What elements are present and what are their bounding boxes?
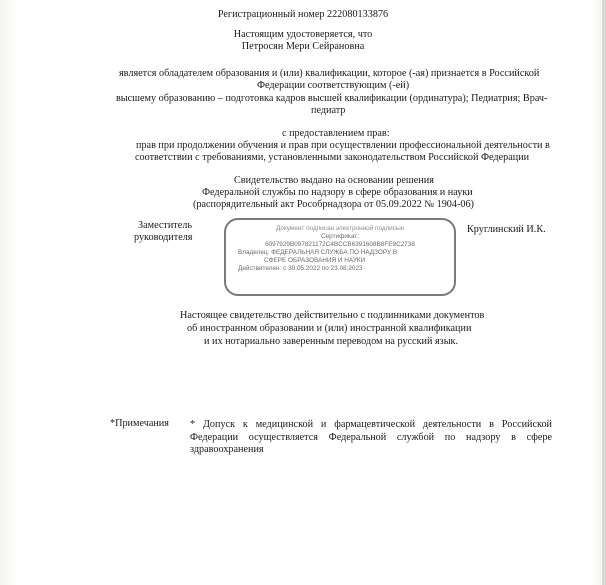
signer-title-line-1: Заместитель [138, 220, 192, 231]
validity-line-2: об иностранном образовании и (или) иностранной квалификации [187, 323, 472, 334]
validity-line-3: и их нотариально заверенным переводом на русский язык. [204, 336, 459, 347]
issued-line-2: Федеральной службы по надзору в сфере образования и науки [202, 187, 473, 198]
signer-title-line-2: руководителя [134, 232, 193, 243]
qualification-line-2: Федерации соответствующим (-ей) [257, 80, 410, 91]
person-name: Петросян Мери Сейрановна [241, 41, 365, 52]
certify-line: Настоящим удостоверяется, что [233, 29, 373, 40]
rights-heading: с предоставлением прав: [282, 128, 390, 139]
qualification-line-3: высшему образованию – подготовка кадров высшей квалификации (ординатура); Педиатрия; Врач- [116, 93, 548, 104]
issued-line-1: Свидетельство выдано на основании решения [234, 175, 434, 186]
notes-label: *Примечания [110, 418, 169, 429]
stamp-owner-line-2: СФЕРЕ ОБРАЗОВАНИЯ И НАУКИ [264, 257, 366, 264]
stamp-cert-number: 6097929B097821172C4BCCB6391608B8FE9C2738 [265, 241, 415, 248]
signer-name: Круглинский И.К. [467, 224, 546, 235]
electronic-signature-stamp [224, 218, 456, 296]
stamp-owner-line-1: Владелец: ФЕДЕРАЛЬНАЯ СЛУЖБА ПО НАДЗОРУ В [238, 249, 398, 256]
notes-text: * Допуск к медицинской и фармацевтической деятельности в Российской Федерации осуществляется Федеральной службой по надзору в сфере здравоохранения [190, 419, 552, 455]
qualification-line-1: является обладателем образования и (или) квалификации, которое (-ая) признается в Российской [119, 68, 540, 79]
stamp-title: Документ подписан электронной подписью [275, 225, 405, 232]
validity-line-1: Настоящее свидетельство действительно с подлинниками документов [180, 310, 485, 321]
registration-number: Регистрационный номер 222080133876 [217, 9, 389, 20]
stamp-validity: Действителен: с 30.05.2022 по 23.08.2023 [238, 265, 363, 272]
page-edge [602, 0, 606, 585]
rights-line-2: соответствии с требованиями, установленными законодательством Российской Федерации [135, 152, 530, 163]
stamp-cert-label: Сертификат: [321, 233, 359, 240]
rights-line-1: прав при продолжении обучения и прав при осуществлении профессиональной деятельности в [136, 140, 550, 151]
qualification-line-4: педиатр [311, 105, 346, 116]
issued-line-3: (распорядительный акт Рособрнадзора от 05.09.2022 № 1904-06) [193, 199, 474, 210]
